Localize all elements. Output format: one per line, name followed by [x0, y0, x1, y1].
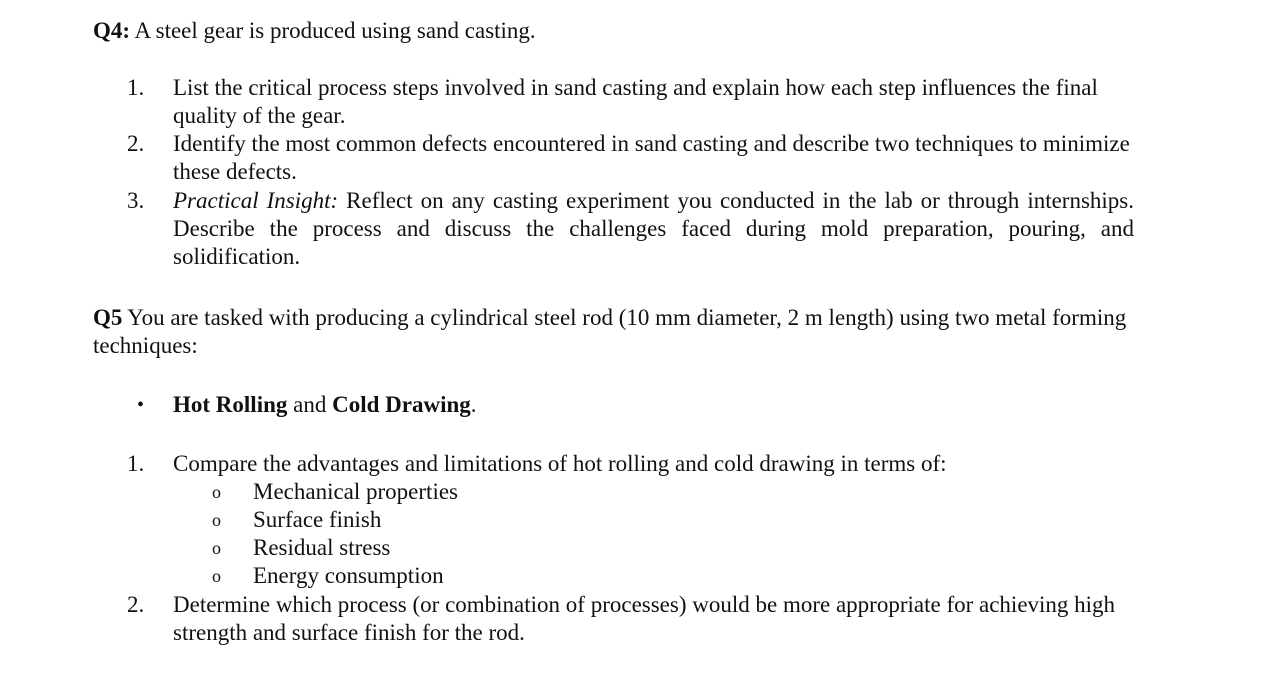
- q4-item-2-text: Identify the most common defects encountered in sand casting and describe two techniques to minimize these defects.: [173, 131, 1130, 184]
- q4-label: Q4:: [93, 18, 131, 43]
- cold-drawing-term: Cold Drawing: [332, 392, 471, 417]
- q5-label: Q5: [93, 305, 123, 330]
- q4-item-1-text: List the critical process steps involved in sand casting and explain how each step influences the final quality of the gear.: [173, 75, 1098, 128]
- bullet-dot: •: [137, 394, 145, 416]
- sub-bullet: o: [212, 482, 221, 502]
- q4-item-1-number: 1.: [127, 75, 145, 100]
- q5-item-2-text: Determine which process (or combination of processes) would be more appropriate for achieving high strength and surface finish for the rod.: [173, 592, 1116, 645]
- q5-item-1: [127, 450, 1134, 478]
- q4-item-2: [127, 130, 1134, 186]
- q5-heading: [93, 304, 1153, 360]
- q4-item-3-text: Reflect on any casting experiment you conducted in the lab or through internships. Describe the process and discuss the challenges faced during mold preparation, pouring, and solidification.: [173, 188, 1135, 269]
- q4-item-3: [127, 187, 1134, 271]
- q4-heading: [93, 17, 536, 45]
- q5-item-2: [127, 591, 1134, 647]
- sub-bullet: o: [212, 566, 221, 586]
- sub-item-text: Residual stress: [253, 535, 391, 560]
- practical-insight-label: Practical Insight:: [173, 188, 339, 213]
- hot-rolling-term: Hot Rolling: [173, 392, 288, 417]
- q5-item-2-number: 2.: [127, 592, 145, 617]
- q5-item-1-text: Compare the advantages and limitations of hot rolling and cold drawing in terms of:: [173, 451, 947, 476]
- q4-item-1: [127, 74, 1134, 130]
- sub-bullet: o: [212, 510, 221, 530]
- q4-item-2-number: 2.: [127, 131, 145, 156]
- sub-item-text: Mechanical properties: [253, 479, 458, 504]
- q4-item-3-body: [173, 187, 1134, 271]
- q4-item-3-number: 3.: [127, 188, 145, 213]
- sub-bullet: o: [212, 538, 221, 558]
- q4-intro: A steel gear is produced using sand casting.: [134, 18, 536, 43]
- bullet-end: .: [470, 392, 477, 417]
- sub-item-text: Surface finish: [253, 507, 382, 532]
- bullet-connector: and: [293, 392, 327, 417]
- sub-item-text: Energy consumption: [253, 563, 444, 588]
- q5-intro: You are tasked with producing a cylindrical steel rod (10 mm diameter, 2 m length) using two metal forming techniques:: [93, 305, 1127, 358]
- q5-item-1-number: 1.: [127, 451, 145, 476]
